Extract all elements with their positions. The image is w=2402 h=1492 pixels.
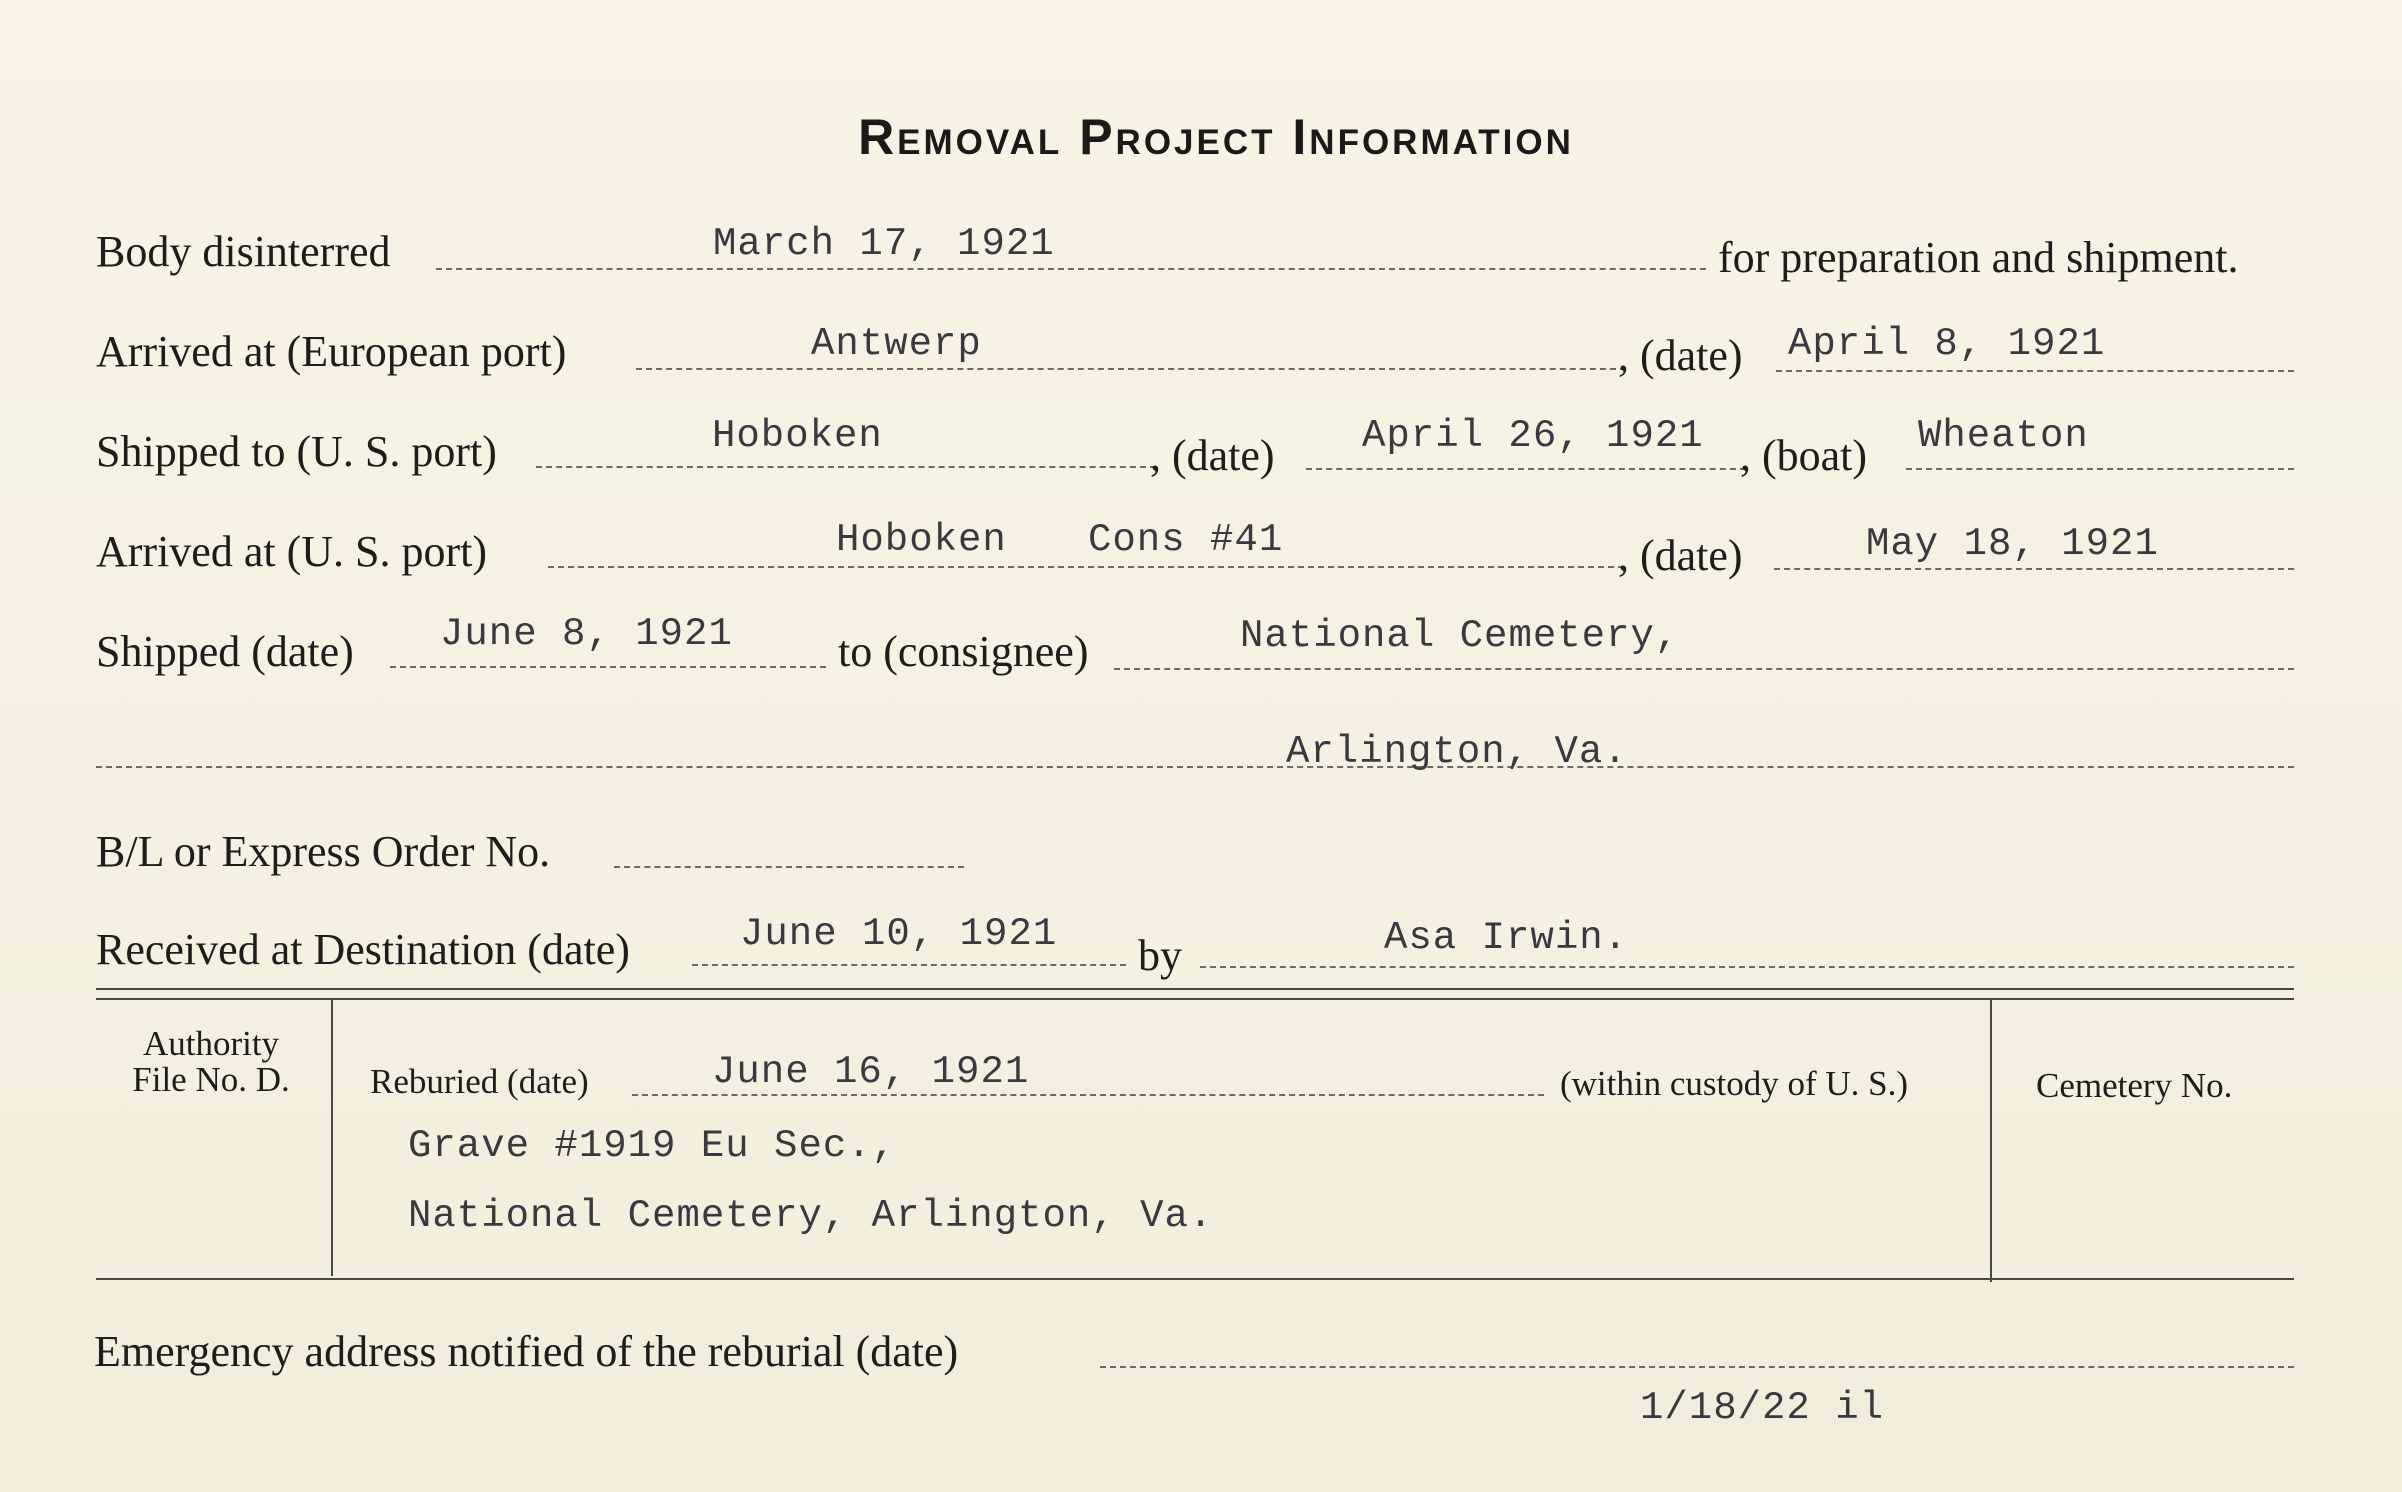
- body-disinterred-date: March 17, 1921: [713, 222, 1055, 266]
- arrived-us-port: Hoboken: [836, 518, 1007, 562]
- shipped-us-port: Hoboken: [712, 414, 883, 458]
- arrived-us-cons: Cons #41: [1088, 518, 1284, 562]
- consignee-line: [1114, 668, 2294, 670]
- consignee-line-2: [96, 766, 2294, 768]
- box-divider-right: [1990, 1000, 1992, 1282]
- shipped-us-port-line: [536, 466, 1156, 468]
- received-by-line: [1200, 966, 2294, 968]
- arrived-european-date-line: [1776, 370, 2294, 372]
- body-disinterred-suffix: for preparation and shipment.: [1718, 233, 2239, 282]
- reburied-date-line: [632, 1094, 1544, 1096]
- shipped-us-date-line: [1306, 468, 1746, 470]
- shipped-us-date: April 26, 1921: [1362, 414, 1704, 458]
- shipped-us-boat: Wheaton: [1918, 414, 2089, 458]
- consignee-place: Arlington, Va.: [1286, 730, 1628, 774]
- shipped-us-date-label: , (date): [1150, 431, 1275, 480]
- shipped-date-line: [390, 666, 826, 668]
- authority-cell: [96, 1026, 326, 1098]
- received-by: Asa Irwin.: [1384, 916, 1629, 960]
- file-no-label: File No. D.: [132, 1060, 290, 1099]
- box-divider-left: [331, 1000, 333, 1276]
- shipped-us-boat-line: [1906, 468, 2294, 470]
- file-stamp: 1/18/22 il: [1640, 1386, 1885, 1430]
- cemetery-no-label: Cemetery No.: [2036, 1066, 2233, 1105]
- received-date-line: [692, 964, 1126, 966]
- shipped-date-label: Shipped (date): [96, 627, 354, 676]
- body-disinterred-label: Body disinterred: [96, 227, 391, 276]
- custody-note: (within custody of U. S.): [1560, 1064, 1909, 1103]
- emergency-label: Emergency address notified of the reburial (date): [94, 1327, 959, 1376]
- shipped-us-label: Shipped to (U. S. port): [96, 427, 497, 476]
- emergency-line: [1100, 1366, 2294, 1368]
- arrived-us-label: Arrived at (U. S. port): [96, 527, 488, 576]
- arrived-us-date-line: [1774, 568, 2294, 570]
- arrived-european-label: Arrived at (European port): [96, 327, 567, 376]
- arrived-european-port-line: [636, 368, 1626, 370]
- reburied-grave: Grave #1919 Eu Sec.,: [408, 1124, 897, 1168]
- received-date: June 10, 1921: [740, 912, 1058, 956]
- reburied-date: June 16, 1921: [712, 1050, 1030, 1094]
- box-top-rule-1: [96, 988, 2294, 990]
- reburied-label: Reburied (date): [370, 1062, 589, 1101]
- shipped-us-boat-label: , (boat): [1740, 431, 1868, 480]
- box-bottom-rule: [96, 1278, 2294, 1280]
- received-by-label: by: [1138, 931, 1182, 980]
- arrived-us-port-line: [548, 566, 1624, 568]
- arrived-us-date-label: , (date): [1618, 531, 1743, 580]
- reburied-cemetery: National Cemetery, Arlington, Va.: [408, 1194, 1214, 1238]
- shipped-date: June 8, 1921: [440, 612, 733, 656]
- consignee-label: to (consignee): [838, 627, 1089, 676]
- box-top-rule-2: [96, 998, 2294, 1000]
- arrived-us-date: May 18, 1921: [1866, 522, 2159, 566]
- arrived-european-date: April 8, 1921: [1788, 322, 2106, 366]
- authority-label: Authority: [142, 1024, 280, 1063]
- body-disinterred-line: [436, 268, 1706, 270]
- bl-line: [614, 866, 964, 868]
- received-label: Received at Destination (date): [96, 925, 630, 974]
- bl-label: B/L or Express Order No.: [96, 827, 551, 876]
- consignee-name: National Cemetery,: [1240, 614, 1680, 658]
- arrived-european-date-label: , (date): [1618, 331, 1743, 380]
- card-title: Removal Project Information: [858, 109, 1574, 165]
- arrived-european-port: Antwerp: [811, 322, 982, 366]
